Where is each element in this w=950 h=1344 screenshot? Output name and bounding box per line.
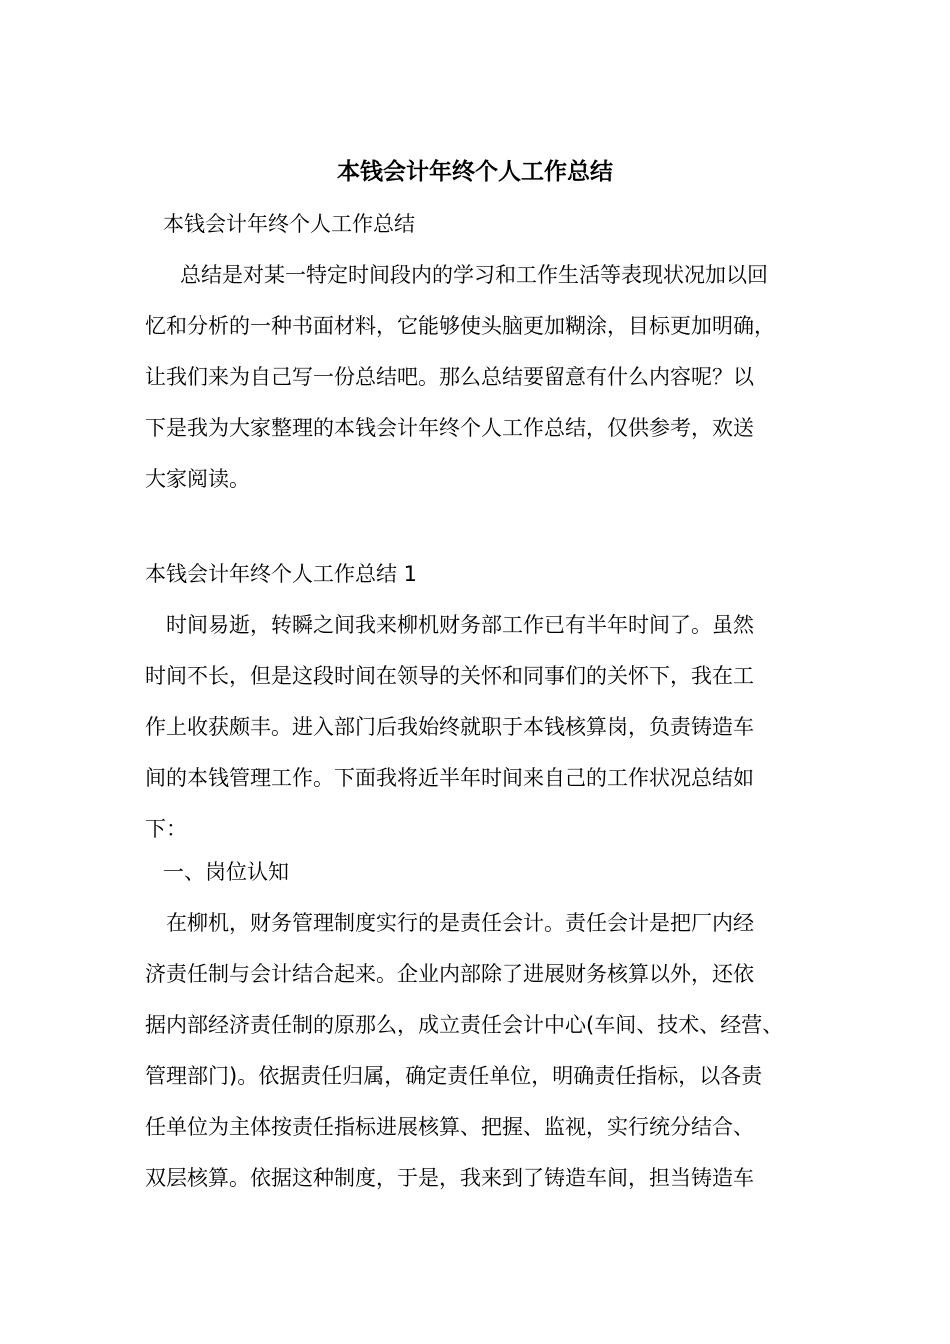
paragraph-line: 时间不长，但是这段时间在领导的关怀和同事们的关怀下，我在工 — [145, 664, 754, 688]
intro-line: 总结是对某一特定时间段内的学习和工作生活等表现状况加以回 — [180, 263, 768, 287]
intro-line: 忆和分析的一种书面材料，它能够使头脑更加糊涂，目标更加明确， — [145, 314, 775, 338]
paragraph-line: 任单位为主体按责任指标进展核算、把握、监视，实行统分结合、 — [145, 1115, 754, 1139]
intro-line: 大家阅读。 — [145, 467, 250, 491]
paragraph-line: 据内部经济责任制的原那么，成立责任会计中心(车间、技术、经营、 — [145, 1013, 784, 1037]
paragraph-line: 双层核算。依据这种制度，于是，我来到了铸造车间，担当铸造车 — [145, 1166, 754, 1190]
paragraph-line: 在柳机，财务管理制度实行的是责任会计。责任会计是把厂内经 — [166, 911, 754, 935]
subheading: 一、岗位认知 — [163, 860, 289, 884]
document-title: 本钱会计年终个人工作总结 — [337, 159, 613, 185]
intro-line: 下是我为大家整理的本钱会计年终个人工作总结，仅供参考，欢送 — [145, 416, 754, 440]
paragraph-line: 时间易逝，转瞬之间我来柳机财务部工作已有半年时间了。虽然 — [166, 613, 754, 637]
intro-line: 让我们来为自己写一份总结吧。那么总结要留意有什么内容呢？以 — [145, 365, 754, 389]
paragraph-line: 下： — [145, 817, 187, 841]
document-subtitle: 本钱会计年终个人工作总结 — [163, 212, 415, 236]
paragraph-line: 作上收获颇丰。进入部门后我始终就职于本钱核算岗，负责铸造车 — [145, 715, 754, 739]
paragraph-line: 间的本钱管理工作。下面我将近半年时间来自己的工作状况总结如 — [145, 766, 754, 790]
section-heading: 本钱会计年终个人工作总结 1 — [145, 562, 418, 586]
paragraph-line: 管理部门)。依据责任归属，确定责任单位，明确责任指标，以各责 — [145, 1064, 763, 1088]
paragraph-line: 济责任制与会计结合起来。企业内部除了进展财务核算以外，还依 — [145, 962, 754, 986]
